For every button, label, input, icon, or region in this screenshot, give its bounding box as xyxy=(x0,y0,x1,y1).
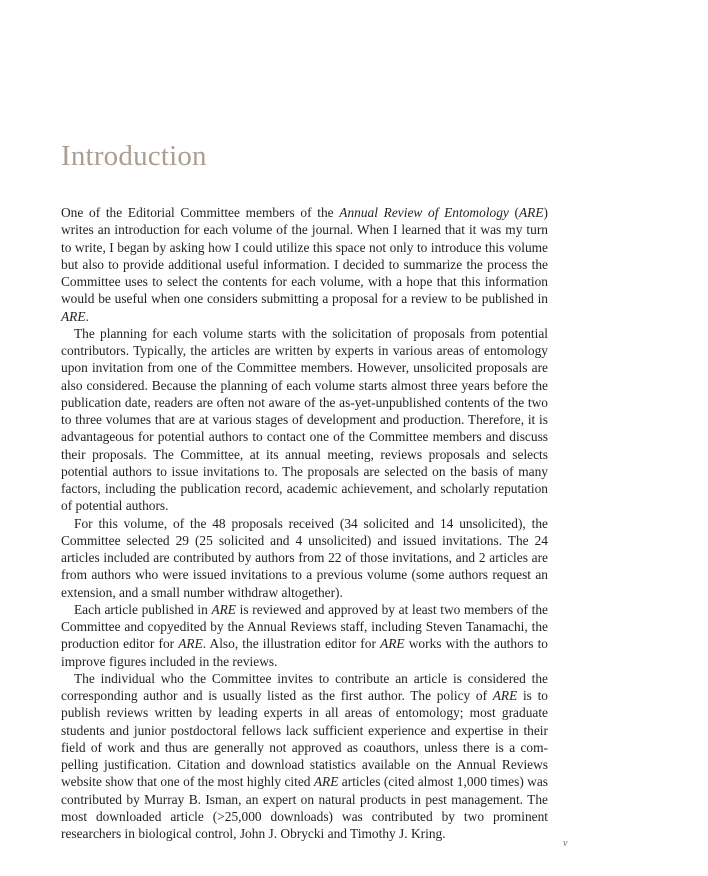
paragraph: Each article published in ARE is reviewed and approved by at least two members of the Committee and copyedited by the Annual Reviews staff, including Steven Tanamachi, the production editor for ARE. Also, the illustration editor for ARE works with the authors to improve figures included in the reviews. xyxy=(61,601,548,669)
paragraph: For this volume, of the 48 proposals received (34 solicited and 14 unsolicited), the Committee selected 29 (25 solicited and 4 unsolicited) and issued invitations. The 24 articles included are contributed by authors from 22 of those invitations, and 2 articles are from authors who were issued invitations to a previous volume (some authors request an extension, and a small number withdraw altogether). xyxy=(61,515,548,600)
article-body xyxy=(61,204,548,842)
paragraph: The individual who the Committee invites to contribute an article is considered the corresponding author and is usually listed as the first author. The policy of ARE is to publish reviews written by leading experts in all areas of entomology; most graduate students and junior postdoctoral fellows lack sufficient experience and expertise in their field of work and thus are generally not approved as coauthors, unless there is a compelling justification. Citation and download statistics available on the Annual Reviews website show that one of the most highly cited ARE articles (cited almost 1,000 times) was contributed by Murray B. Isman, an expert on natural products in pest management. The most downloaded article (>25,000 downloads) was contributed by two prominent researchers in biological control, John J. Obrycki and Timothy J. Kring. xyxy=(61,670,548,841)
italic-run: ARE xyxy=(313,774,339,790)
page-title: Introduction xyxy=(61,140,207,172)
page-number: v xyxy=(563,838,568,849)
italic-run: ARE xyxy=(211,601,236,617)
italic-run: ARE xyxy=(178,636,203,652)
paragraph: The planning for each volume starts with the solicitation of proposals from potential contributors. Typically, the articles are written by experts in various areas of entomology upon invitation from one of the Committee members. However, unsolicited proposals are also considered. Because the planning of each volume starts almost three years before the publication date, readers are often not aware of the as-yet-unpublished contents of the two to three volumes that are at various stages of development and production. Therefore, it is advantageous for potential authors to contact one of the Committee members and discuss their proposals. The Committee, at its annual meeting, reviews proposals and selects potential authors to issue invitations to. The proposals are selected on the basis of many factors, including the publication record, academic achievement, and scholarly reputation of potential authors. xyxy=(61,325,548,514)
paragraph: One of the Editorial Committee members of the Annual Review of Entomology (ARE) writes an introduction for each volume of the journal. When I learned that it was my turn to write, I began by asking how I could utilize this space not only to introduce this volume but also to provide additional useful information. I decided to summarize the process the Committee uses to select the contents for each volume, with a hope that this information would be useful when one considers submitting a proposal for a review to be published in ARE. xyxy=(61,205,549,324)
italic-run: ARE xyxy=(61,308,86,324)
italic-run: ARE xyxy=(380,636,405,652)
italic-run: ARE xyxy=(519,205,544,220)
italic-run: ARE xyxy=(492,688,518,703)
italic-run: Annual Review of Entomology xyxy=(339,205,509,220)
